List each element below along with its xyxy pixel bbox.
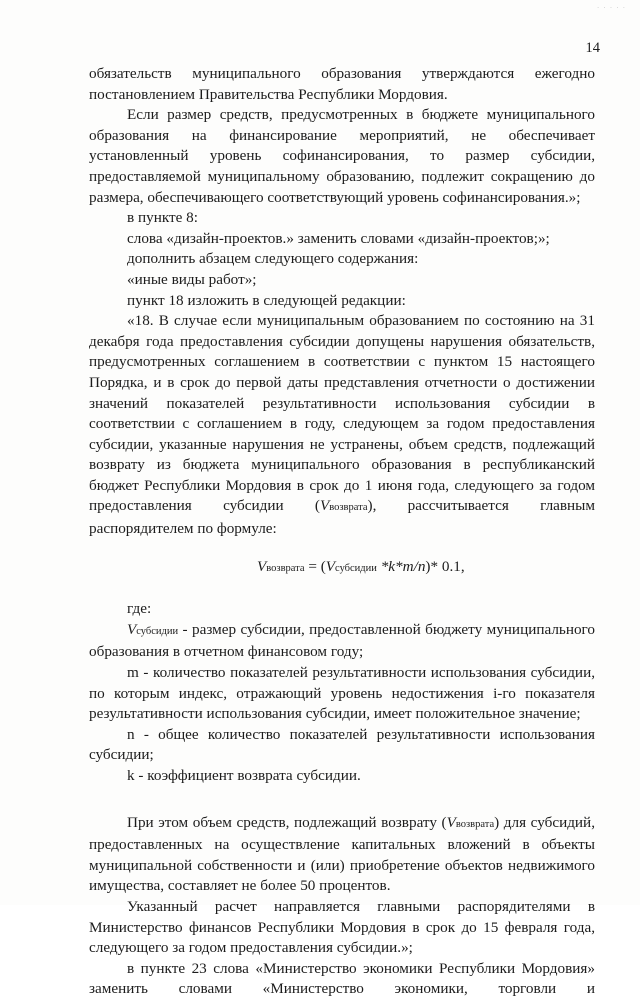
corner-mark: · · · · · (596, 4, 626, 12)
formula-var-v: V (325, 557, 336, 575)
page-number: 14 (585, 40, 600, 56)
spacer (89, 787, 595, 813)
text-line: образования на финансирование мероприятий, не обеспечивает (89, 126, 595, 144)
formula-part: m/n (402, 557, 426, 575)
document-body (89, 64, 595, 1000)
text-line: заменить словами «Министерство экономики, торговли и (89, 980, 595, 998)
formula-part: * 0.1, (430, 557, 465, 575)
text-span: При этом объем средств, подлежащий возврату ( (127, 813, 447, 831)
text-line: Указанный расчет направляется главными распорядителями в (127, 897, 595, 915)
text-line (89, 813, 595, 836)
text-line: дополнить абзацем следующего содержания: (127, 250, 419, 268)
text-span: ) для субсидий, (494, 813, 595, 831)
text-line: предусмотренных соглашением в соответствии с пунктом 15 настоящего (89, 353, 595, 371)
formula-var-v: V (127, 620, 137, 638)
text-line: бюджет Республики Мордовия в срок до 1 июня года, следующего за годом (89, 476, 595, 494)
text-line: предоставляемой муниципальному образованию, подлежит сокращению до (89, 167, 595, 185)
text-line: размера, обеспечивающего соответствующий уровень софинансирования.»; (89, 188, 581, 206)
subscript-vozvrata: возврата (329, 502, 368, 514)
text-line: субсидии, указанные нарушения не устранены, объем средств, подлежащий (89, 435, 595, 453)
text-line: постановлением Правительства Республики Мордовия. (89, 85, 448, 103)
text-line: Если размер средств, предусмотренных в бюджете муниципального (127, 106, 595, 124)
subscript-vozvrata: возврата (455, 818, 495, 830)
text-line: где: (127, 600, 152, 618)
text-line: установленный уровень софинансирования, то размер субсидии, (89, 147, 595, 165)
subscript-subsidii: субсидии (335, 562, 377, 574)
formula-var-v: V (257, 557, 267, 575)
formula-var-v: V (446, 813, 456, 831)
text-line: следующего за годом предоставления субсидии.»; (89, 939, 413, 957)
text-line: «18. В случае если муниципальным образованием по состоянию на 31 (127, 312, 595, 330)
formula-part: *k* (376, 557, 403, 575)
text-line: по которым индекс, отражающий уровень недостижения i-го показателя (89, 684, 595, 702)
text-span: ), рассчитывается главным (367, 497, 595, 515)
text-line: предоставленных на осуществление капитальных вложений в объекты (89, 836, 595, 854)
text-line: имущества, составляет не более 50 процентов. (89, 877, 391, 895)
formula-var-v: V (319, 497, 330, 515)
formula (89, 557, 595, 580)
text-line: распорядителем по формуле: (89, 520, 277, 538)
text-line: возврату из бюджета муниципального образования в республиканский (89, 456, 595, 474)
text-line: n - общее количество показателей результативности использования (127, 725, 595, 743)
text-line: обязательств муниципального образования утверждаются ежегодно (89, 65, 595, 82)
text-span: - размер субсидии, предоставленной бюджету муниципального (178, 620, 595, 638)
text-line: k - коэффициент возврата субсидии. (127, 767, 361, 784)
text-line: образования в отчетном финансовом году; (89, 643, 364, 661)
text-line: в пункте 8: (127, 209, 198, 227)
text-line: в пункте 23 слова «Министерство экономики Республики Мордовия» (127, 959, 595, 977)
text-line: Министерство финансов Республики Мордовия в срок до 15 февраля года, (89, 918, 595, 936)
text-line: субсидии; (89, 746, 154, 764)
text-line: Порядка, и в срок до первой даты представления отчетности о достижении (89, 373, 595, 391)
text-line: «иные виды работ»; (127, 270, 257, 288)
formula-part: ) (425, 557, 431, 575)
text-line: пункт 18 изложить в следующей редакции: (127, 291, 406, 309)
formula-part: = ( (304, 557, 326, 575)
text-line (89, 620, 595, 643)
subscript-subsidii: субсидии (136, 625, 179, 637)
text-line: декабря года предоставления субсидии допущены нарушения обязательств, (89, 332, 595, 350)
text-line: m - количество показателей результативности использования субсидии, (127, 664, 595, 682)
text-line: значений показателей результативности использования субсидии в (89, 394, 595, 412)
text-line: слова «дизайн-проектов.» заменить словами «дизайн-проектов;»; (127, 229, 550, 247)
text-line: соответствии с соглашением в году, следующем за годом предоставления (89, 415, 595, 433)
text-line: результативности использования субсидии, имеет положительное значение; (89, 705, 581, 723)
subscript-vozvrata: возврата (266, 562, 305, 574)
text-line (89, 496, 595, 519)
text-span: предоставления субсидии ( (89, 497, 320, 515)
text-line: муниципальной собственности и (или) приобретение объектов недвижимого (89, 856, 595, 874)
